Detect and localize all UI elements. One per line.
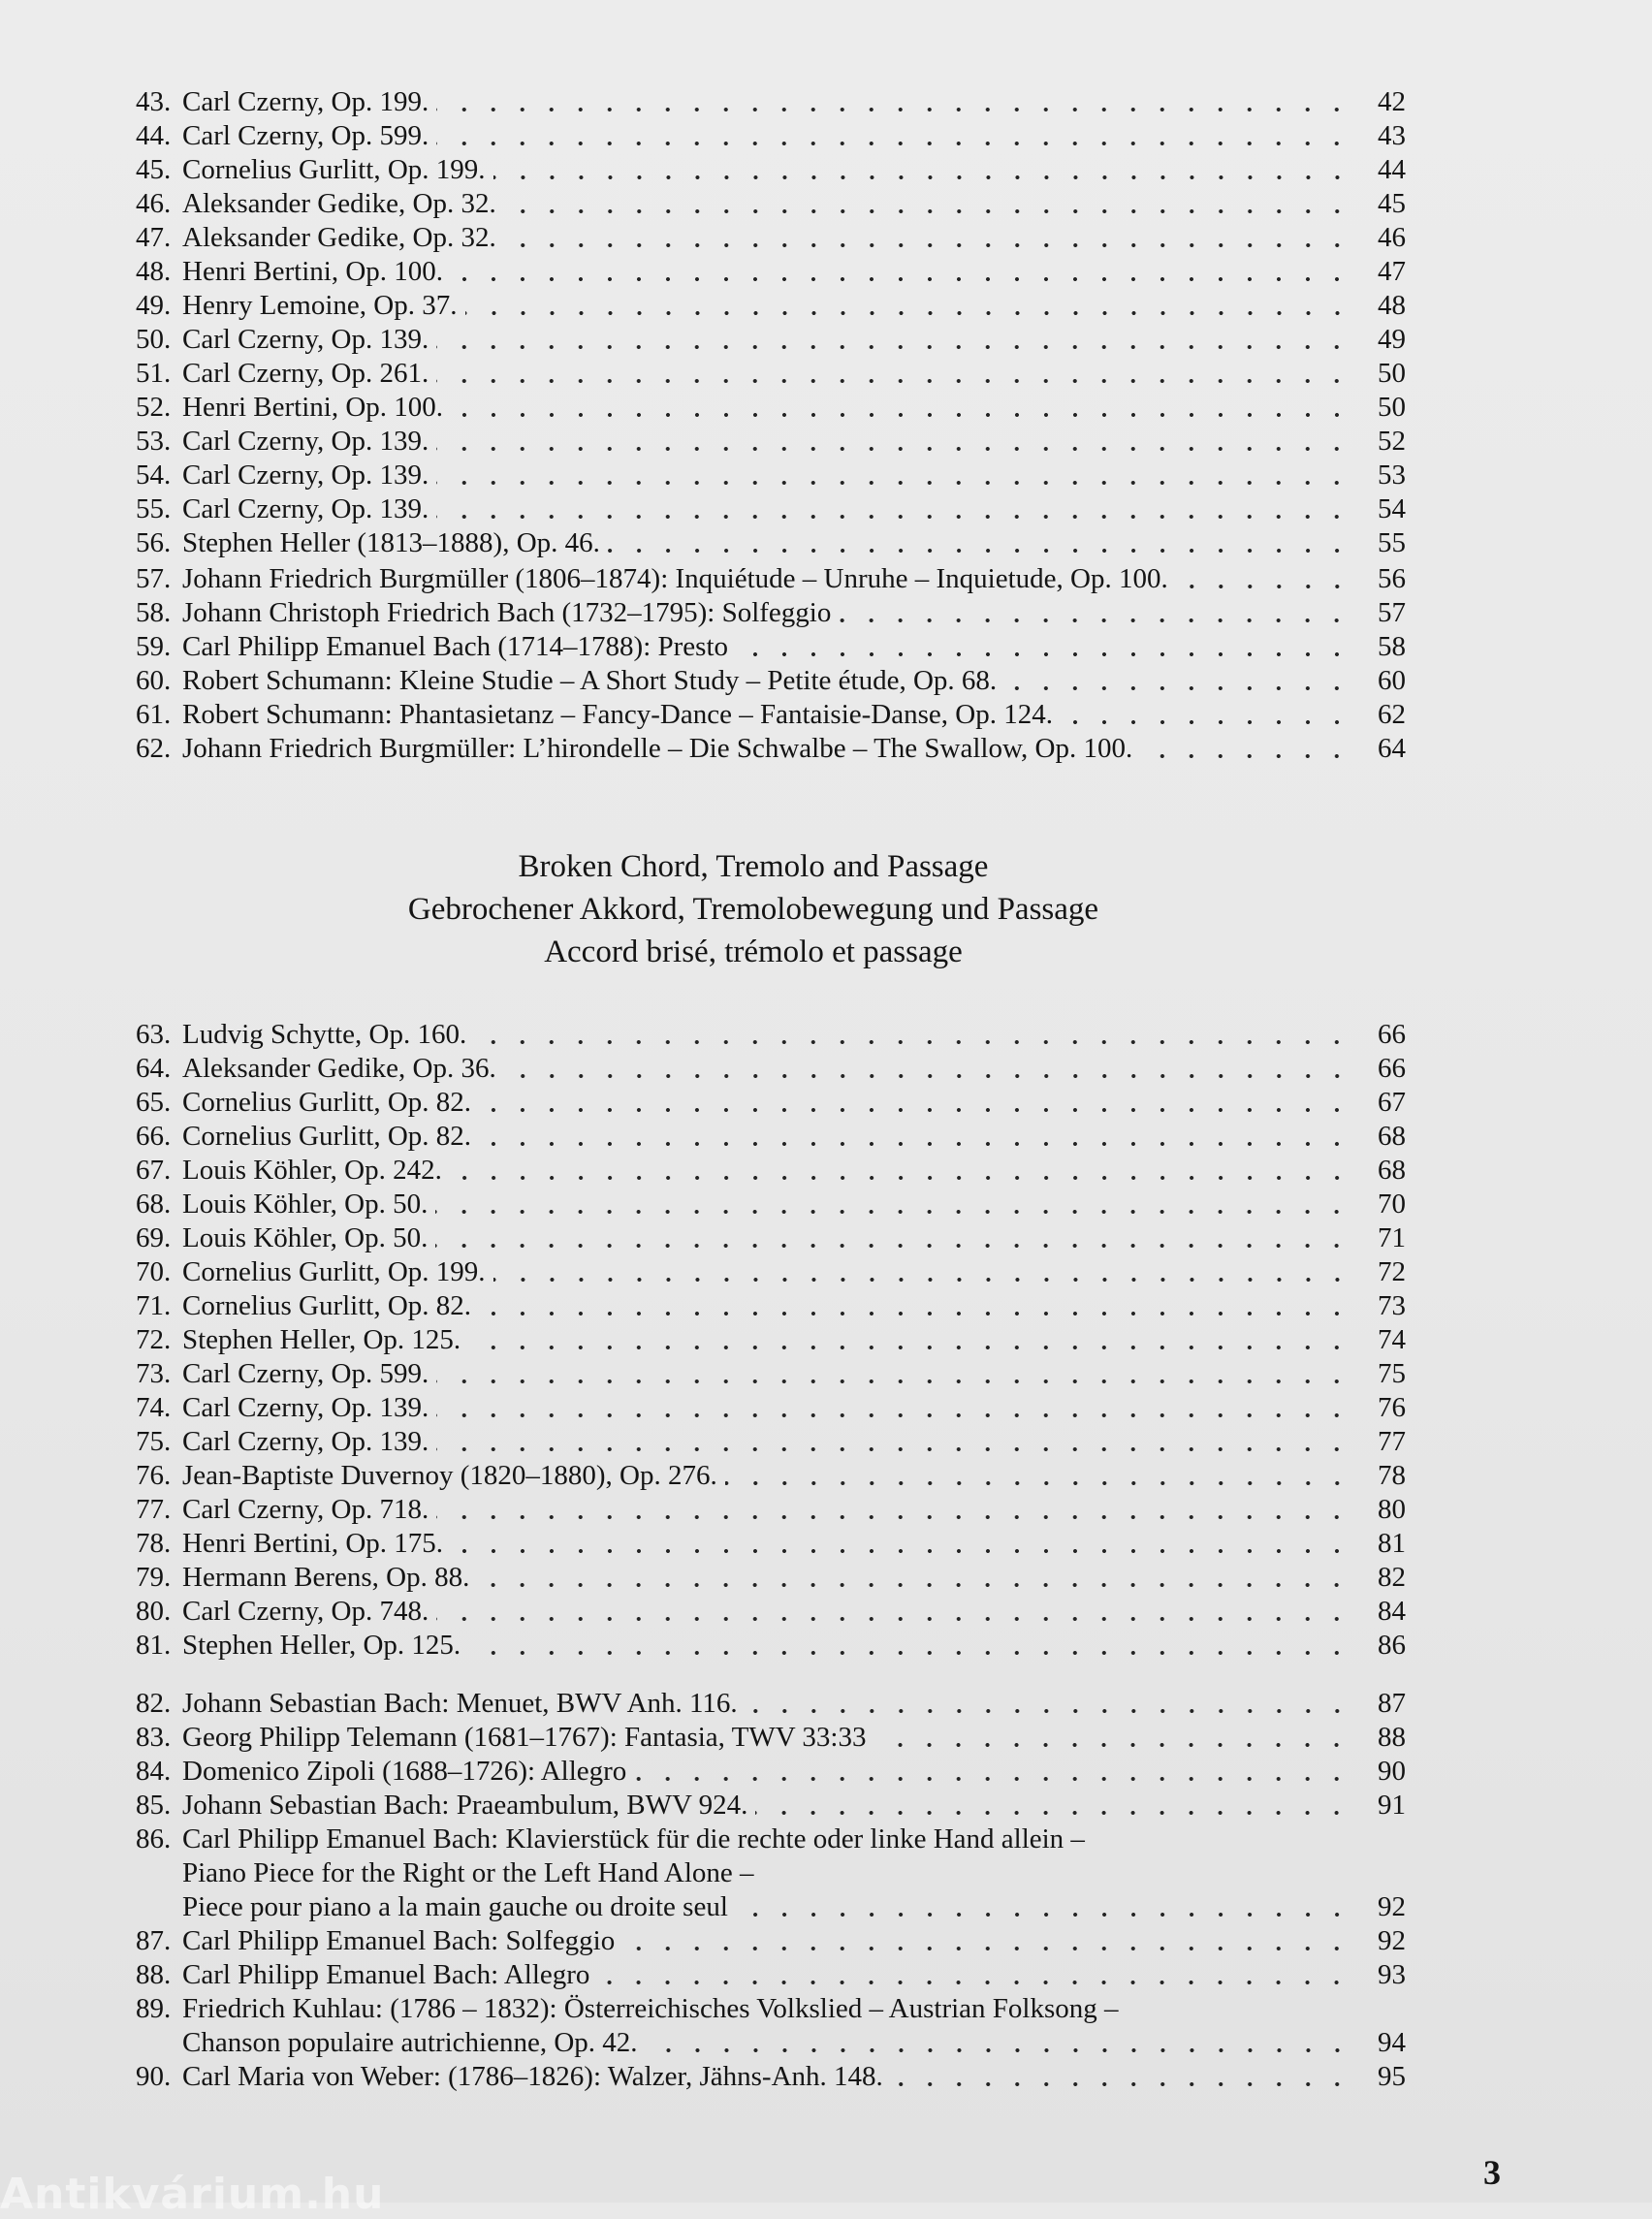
entry-page: 87 — [1378, 1688, 1406, 1719]
entry-page: 53 — [1378, 460, 1406, 491]
entry-title: Carl Czerny, Op. 599. — [182, 120, 429, 151]
entry-title: Aleksander Gedike, Op. 32. — [182, 188, 496, 219]
entry-title: Carl Philipp Emanuel Bach: Allegro — [182, 1959, 590, 1990]
dot-leader — [465, 311, 1352, 315]
toc-entry — [136, 1687, 1406, 1721]
entry-title: Carl Czerny, Op. 261. — [182, 358, 429, 389]
toc-entry — [136, 1595, 1406, 1629]
entry-number: 47. — [136, 222, 172, 253]
entry-number: 60. — [136, 665, 172, 696]
entry-title: Cornelius Gurlitt, Op. 199. — [182, 154, 486, 185]
entry-number: 49. — [136, 290, 172, 321]
toc-group-2 — [136, 562, 1406, 766]
entry-page: 62 — [1378, 699, 1406, 730]
entry-number: 46. — [136, 188, 172, 219]
toc-entry — [136, 732, 1406, 766]
page-number: 3 — [1483, 2153, 1501, 2192]
dot-leader — [755, 1811, 1351, 1815]
entry-title: Johann Christoph Friedrich Bach (1732–1795): Solfeggio — [182, 597, 832, 628]
dot-leader — [468, 1346, 1351, 1349]
toc-group-4 — [136, 1687, 1406, 1823]
entry-title: Cornelius Gurlitt, Op. 82. — [182, 1121, 472, 1152]
entry-number: 78. — [136, 1528, 172, 1559]
dot-leader — [874, 1743, 1351, 1747]
toc-entry — [136, 119, 1406, 153]
entry-title: Carl Czerny, Op. 139. — [182, 324, 429, 355]
toc-entry — [136, 255, 1406, 289]
entry-number: 68. — [136, 1189, 172, 1220]
toc-entry — [136, 187, 1406, 221]
entry-page: 92 — [1378, 1891, 1406, 1922]
toc-entry — [136, 1459, 1406, 1493]
toc-entry — [136, 323, 1406, 357]
entry-page: 80 — [1378, 1494, 1406, 1525]
toc-entry — [136, 1629, 1406, 1663]
entry-title: Carl Philipp Emanuel Bach: Solfeggio — [182, 1925, 616, 1956]
entry-page: 48 — [1378, 290, 1406, 321]
dot-leader — [436, 481, 1351, 485]
entry-title: Georg Philipp Telemann (1681–1767): Fantasia, TWV 33:33 — [182, 1722, 867, 1753]
entry-title: Stephen Heller (1813–1888), Op. 46. — [182, 527, 600, 558]
entry-title: Cornelius Gurlitt, Op. 199. — [182, 1256, 486, 1287]
entry-title: Aleksander Gedike, Op. 36. — [182, 1053, 496, 1084]
dot-leader — [493, 1278, 1351, 1282]
dot-leader — [725, 1481, 1351, 1485]
toc-entry — [136, 459, 1406, 492]
dot-leader — [435, 1244, 1351, 1248]
toc-entry — [136, 1924, 1406, 1958]
dot-leader — [436, 1379, 1351, 1383]
entry-page: 73 — [1378, 1290, 1406, 1321]
entry-page: 90 — [1378, 1756, 1406, 1787]
entry-title: Henri Bertini, Op. 100. — [182, 392, 444, 423]
entry-title: Louis Köhler, Op. 50. — [182, 1189, 429, 1220]
entry-title: Jean-Baptiste Duvernoy (1820–1880), Op. 276. — [182, 1460, 717, 1491]
dot-leader — [622, 1947, 1351, 1950]
entry-page: 75 — [1378, 1358, 1406, 1389]
entry-title: Ludvig Schytte, Op. 160. — [182, 1019, 467, 1050]
entry-page: 84 — [1378, 1596, 1406, 1627]
dot-leader — [504, 243, 1351, 247]
entry-number: 61. — [136, 699, 172, 730]
dot-leader — [736, 1913, 1351, 1917]
entry-number: 62. — [136, 733, 172, 764]
entry-title: Carl Czerny, Op. 139. — [182, 1426, 429, 1457]
entry-title: Aleksander Gedike, Op. 32. — [182, 222, 496, 253]
toc-entry — [136, 391, 1406, 425]
section-heading — [0, 845, 1652, 973]
entry-page: 86 — [1378, 1630, 1406, 1661]
entry-number: 66. — [136, 1121, 172, 1152]
entry-number: 59. — [136, 631, 172, 662]
entry-title: Carl Czerny, Op. 139. — [182, 1392, 429, 1423]
entry-title: Stephen Heller, Op. 125. — [182, 1630, 461, 1661]
toc-entry — [136, 1561, 1406, 1595]
dot-leader — [1061, 720, 1351, 724]
toc-entry — [136, 1425, 1406, 1459]
dot-leader — [436, 1413, 1351, 1417]
dot-leader — [450, 1176, 1351, 1180]
dot-leader — [436, 1515, 1351, 1519]
entry-title: Henri Bertini, Op. 175. — [182, 1528, 444, 1559]
entry-page: 94 — [1378, 2027, 1406, 2058]
entry-title: Hermann Berens, Op. 88. — [182, 1562, 470, 1593]
entry-number: 89. — [136, 1993, 172, 2024]
entry-number: 53. — [136, 426, 172, 457]
entry-number: 81. — [136, 1630, 172, 1661]
dot-leader — [1140, 754, 1351, 758]
toc-entry — [136, 526, 1406, 560]
toc-entry-90 — [136, 2060, 1406, 2094]
entry-title: Carl Czerny, Op. 718. — [182, 1494, 429, 1525]
entry-number: 90. — [136, 2061, 172, 2092]
entry-page: 88 — [1378, 1722, 1406, 1753]
entry-number: 70. — [136, 1256, 172, 1287]
entry-title: Carl Czerny, Op. 139. — [182, 426, 429, 457]
entry-number: 73. — [136, 1358, 172, 1389]
dot-leader — [646, 2048, 1351, 2052]
entry-number: 57. — [136, 563, 172, 594]
entry-page: 45 — [1378, 188, 1406, 219]
toc-entry — [136, 1391, 1406, 1425]
dot-leader — [436, 1617, 1351, 1621]
entry-title-line: Piano Piece for the Right or the Left Hand Alone – — [182, 1857, 754, 1888]
toc-entry — [136, 1255, 1406, 1289]
toc-entry — [136, 85, 1406, 119]
dot-leader — [746, 1709, 1351, 1713]
dot-leader — [436, 1447, 1351, 1451]
entry-page: 43 — [1378, 120, 1406, 151]
dot-leader — [479, 1108, 1351, 1112]
entry-number: 51. — [136, 358, 172, 389]
toc-entry — [136, 562, 1406, 596]
entry-number: 43. — [136, 86, 172, 117]
entry-page: 95 — [1378, 2061, 1406, 2092]
entry-page: 58 — [1378, 631, 1406, 662]
toc-entry — [136, 1188, 1406, 1221]
entry-title-line: Chanson populaire autrichienne, Op. 42. — [182, 2027, 638, 2058]
toc-entry — [136, 1755, 1406, 1789]
entry-page: 50 — [1378, 392, 1406, 423]
entry-page: 57 — [1378, 597, 1406, 628]
dot-leader — [435, 1210, 1351, 1214]
entry-number: 85. — [136, 1790, 172, 1821]
heading-german: Gebrochener Akkord, Tremolobewegung und Passage — [407, 892, 1099, 927]
entry-number: 86. — [136, 1823, 172, 1854]
entry-page: 76 — [1378, 1392, 1406, 1423]
toc-entry — [136, 1086, 1406, 1120]
dot-leader — [839, 618, 1351, 622]
entry-title: Carl Czerny, Op. 599. — [182, 1358, 429, 1389]
entry-page: 72 — [1378, 1256, 1406, 1287]
entry-number: 82. — [136, 1688, 172, 1719]
watermark: Antikvárium.hu — [0, 2170, 385, 2219]
entry-number: 79. — [136, 1562, 172, 1593]
entry-title: Stephen Heller, Op. 125. — [182, 1324, 461, 1355]
entry-page: 47 — [1378, 256, 1406, 287]
entry-number: 48. — [136, 256, 172, 287]
toc-entry — [136, 153, 1406, 187]
entry-page: 46 — [1378, 222, 1406, 253]
dot-leader — [1176, 585, 1351, 588]
entry-number: 83. — [136, 1722, 172, 1753]
entry-title: Cornelius Gurlitt, Op. 82. — [182, 1087, 472, 1118]
entry-title: Carl Maria von Weber: (1786–1826): Walzer, Jähns-Anh. 148. — [182, 2061, 883, 2092]
entry-number: 64. — [136, 1053, 172, 1084]
entry-number: 50. — [136, 324, 172, 355]
entry-title: Henri Bertini, Op. 100. — [182, 256, 444, 287]
entry-page: 50 — [1378, 358, 1406, 389]
dot-leader — [451, 413, 1351, 417]
entry-page: 91 — [1378, 1790, 1406, 1821]
toc-entry — [136, 1721, 1406, 1755]
entry-title: Domenico Zipoli (1688–1726): Allegro — [182, 1756, 627, 1787]
entry-page: 78 — [1378, 1460, 1406, 1491]
entry-title: Robert Schumann: Phantasietanz – Fancy-Dance – Fantaisie-Danse, Op. 124. — [182, 699, 1053, 730]
toc-entry — [136, 698, 1406, 732]
entry-title: Carl Philipp Emanuel Bach (1714–1788): Presto — [182, 631, 729, 662]
entry-number: 55. — [136, 493, 172, 524]
entry-title: Johann Sebastian Bach: Menuet, BWV Anh. 116. — [182, 1688, 738, 1719]
toc-entry — [136, 1789, 1406, 1823]
entry-number: 74. — [136, 1392, 172, 1423]
toc-entry — [136, 630, 1406, 664]
entry-page: 52 — [1378, 426, 1406, 457]
toc-entry — [136, 1052, 1406, 1086]
dot-leader — [597, 1981, 1351, 1984]
entry-number: 71. — [136, 1290, 172, 1321]
toc-group-5 — [136, 1924, 1406, 1992]
entry-number: 87. — [136, 1925, 172, 1956]
entry-page: 56 — [1378, 563, 1406, 594]
entry-page: 60 — [1378, 665, 1406, 696]
entry-page: 68 — [1378, 1121, 1406, 1152]
dot-leader — [436, 142, 1351, 145]
entry-page: 54 — [1378, 493, 1406, 524]
entry-title: Louis Köhler, Op. 242. — [182, 1155, 442, 1186]
entry-number: 77. — [136, 1494, 172, 1525]
toc-entry-86 — [136, 1823, 1406, 1924]
entry-page: 74 — [1378, 1324, 1406, 1355]
entry-number: 88. — [136, 1959, 172, 1990]
toc-entry — [136, 1018, 1406, 1052]
toc-entry — [136, 425, 1406, 459]
entry-page: 44 — [1378, 154, 1406, 185]
toc-group-1 — [136, 85, 1406, 560]
entry-number: 72. — [136, 1324, 172, 1355]
entry-number: 44. — [136, 120, 172, 151]
entry-page: 64 — [1378, 733, 1406, 764]
entry-title: Louis Köhler, Op. 50. — [182, 1222, 429, 1253]
dot-leader — [736, 652, 1351, 656]
dot-leader — [451, 277, 1351, 281]
entry-number: 76. — [136, 1460, 172, 1491]
toc-entry — [136, 1527, 1406, 1561]
entry-number: 63. — [136, 1019, 172, 1050]
dot-leader — [608, 549, 1351, 553]
dot-leader — [504, 1074, 1351, 1078]
heading-french: Accord brisé, trémolo et passage — [544, 935, 963, 969]
entry-page: 77 — [1378, 1426, 1406, 1457]
entry-number: 54. — [136, 460, 172, 491]
toc-entry — [136, 1357, 1406, 1391]
entry-title: Henry Lemoine, Op. 37. — [182, 290, 458, 321]
entry-page: 70 — [1378, 1189, 1406, 1220]
entry-number: 69. — [136, 1222, 172, 1253]
dot-leader — [436, 108, 1351, 111]
entry-page: 66 — [1378, 1053, 1406, 1084]
dot-leader — [479, 1142, 1351, 1146]
toc-entry — [136, 492, 1406, 526]
toc-entry — [136, 357, 1406, 391]
toc-entry — [136, 664, 1406, 698]
entry-title: Johann Friedrich Burgmüller (1806–1874): Inquiétude – Unruhe – Inquietude, Op. 100. — [182, 563, 1168, 594]
dot-leader — [504, 209, 1351, 213]
dot-leader — [474, 1040, 1351, 1044]
entry-page: 67 — [1378, 1087, 1406, 1118]
dot-leader — [436, 345, 1351, 349]
entry-title-line: Carl Philipp Emanuel Bach: Klavierstück für die rechte oder linke Hand allein – — [182, 1823, 1085, 1854]
entry-page: 55 — [1378, 527, 1406, 558]
entry-number: 65. — [136, 1087, 172, 1118]
entry-page: 93 — [1378, 1959, 1406, 1990]
toc-entry — [136, 596, 1406, 630]
entry-title: Johann Sebastian Bach: Praeambulum, BWV 924. — [182, 1790, 748, 1821]
toc-entry — [136, 1323, 1406, 1357]
entry-title-line: Piece pour piano a la main gauche ou droite seul — [182, 1891, 728, 1922]
entry-number: 52. — [136, 392, 172, 423]
toc-entry — [136, 289, 1406, 323]
entry-number: 84. — [136, 1756, 172, 1787]
dot-leader — [436, 447, 1351, 451]
dot-leader — [493, 175, 1351, 179]
entry-number: 80. — [136, 1596, 172, 1627]
entry-title: Johann Friedrich Burgmüller: L’hirondelle – Die Schwalbe – The Swallow, Op. 100. — [182, 733, 1133, 764]
entry-page: 68 — [1378, 1155, 1406, 1186]
toc-entry — [136, 1493, 1406, 1527]
toc-entry — [136, 1958, 1406, 1992]
dot-leader — [436, 515, 1351, 519]
entry-page: 66 — [1378, 1019, 1406, 1050]
entry-title: Carl Czerny, Op. 199. — [182, 86, 429, 117]
entry-page: 82 — [1378, 1562, 1406, 1593]
toc-group-3 — [136, 1018, 1406, 1663]
dot-leader — [1004, 686, 1351, 690]
toc-entry-89 — [136, 1992, 1406, 2094]
entry-page: 42 — [1378, 86, 1406, 117]
entry-title: Cornelius Gurlitt, Op. 82. — [182, 1290, 472, 1321]
dot-leader — [479, 1312, 1351, 1316]
dot-leader — [634, 1777, 1351, 1781]
entry-page: 81 — [1378, 1528, 1406, 1559]
entry-title: Carl Czerny, Op. 139. — [182, 460, 429, 491]
entry-page: 49 — [1378, 324, 1406, 355]
dot-leader — [477, 1583, 1351, 1587]
toc-entry — [136, 1221, 1406, 1255]
entry-number: 75. — [136, 1426, 172, 1457]
entry-number: 67. — [136, 1155, 172, 1186]
toc-entry — [136, 1154, 1406, 1188]
toc-entry — [136, 1289, 1406, 1323]
dot-leader — [891, 2082, 1351, 2086]
entry-page: 92 — [1378, 1925, 1406, 1956]
entry-number: 58. — [136, 597, 172, 628]
entry-page: 71 — [1378, 1222, 1406, 1253]
toc-entry — [136, 221, 1406, 255]
entry-title-line: Friedrich Kuhlau: (1786 – 1832): Österreichisches Volkslied – Austrian Folksong – — [182, 1993, 1119, 2024]
entry-title: Carl Czerny, Op. 748. — [182, 1596, 429, 1627]
entry-title: Robert Schumann: Kleine Studie – A Short Study – Petite étude, Op. 68. — [182, 665, 998, 696]
entry-number: 56. — [136, 527, 172, 558]
entry-title: Carl Czerny, Op. 139. — [182, 493, 429, 524]
dot-leader — [468, 1651, 1351, 1655]
dot-leader — [451, 1549, 1351, 1553]
dot-leader — [436, 379, 1351, 383]
entry-number: 45. — [136, 154, 172, 185]
toc-entry — [136, 1120, 1406, 1154]
heading-english: Broken Chord, Tremolo and Passage — [518, 849, 989, 884]
